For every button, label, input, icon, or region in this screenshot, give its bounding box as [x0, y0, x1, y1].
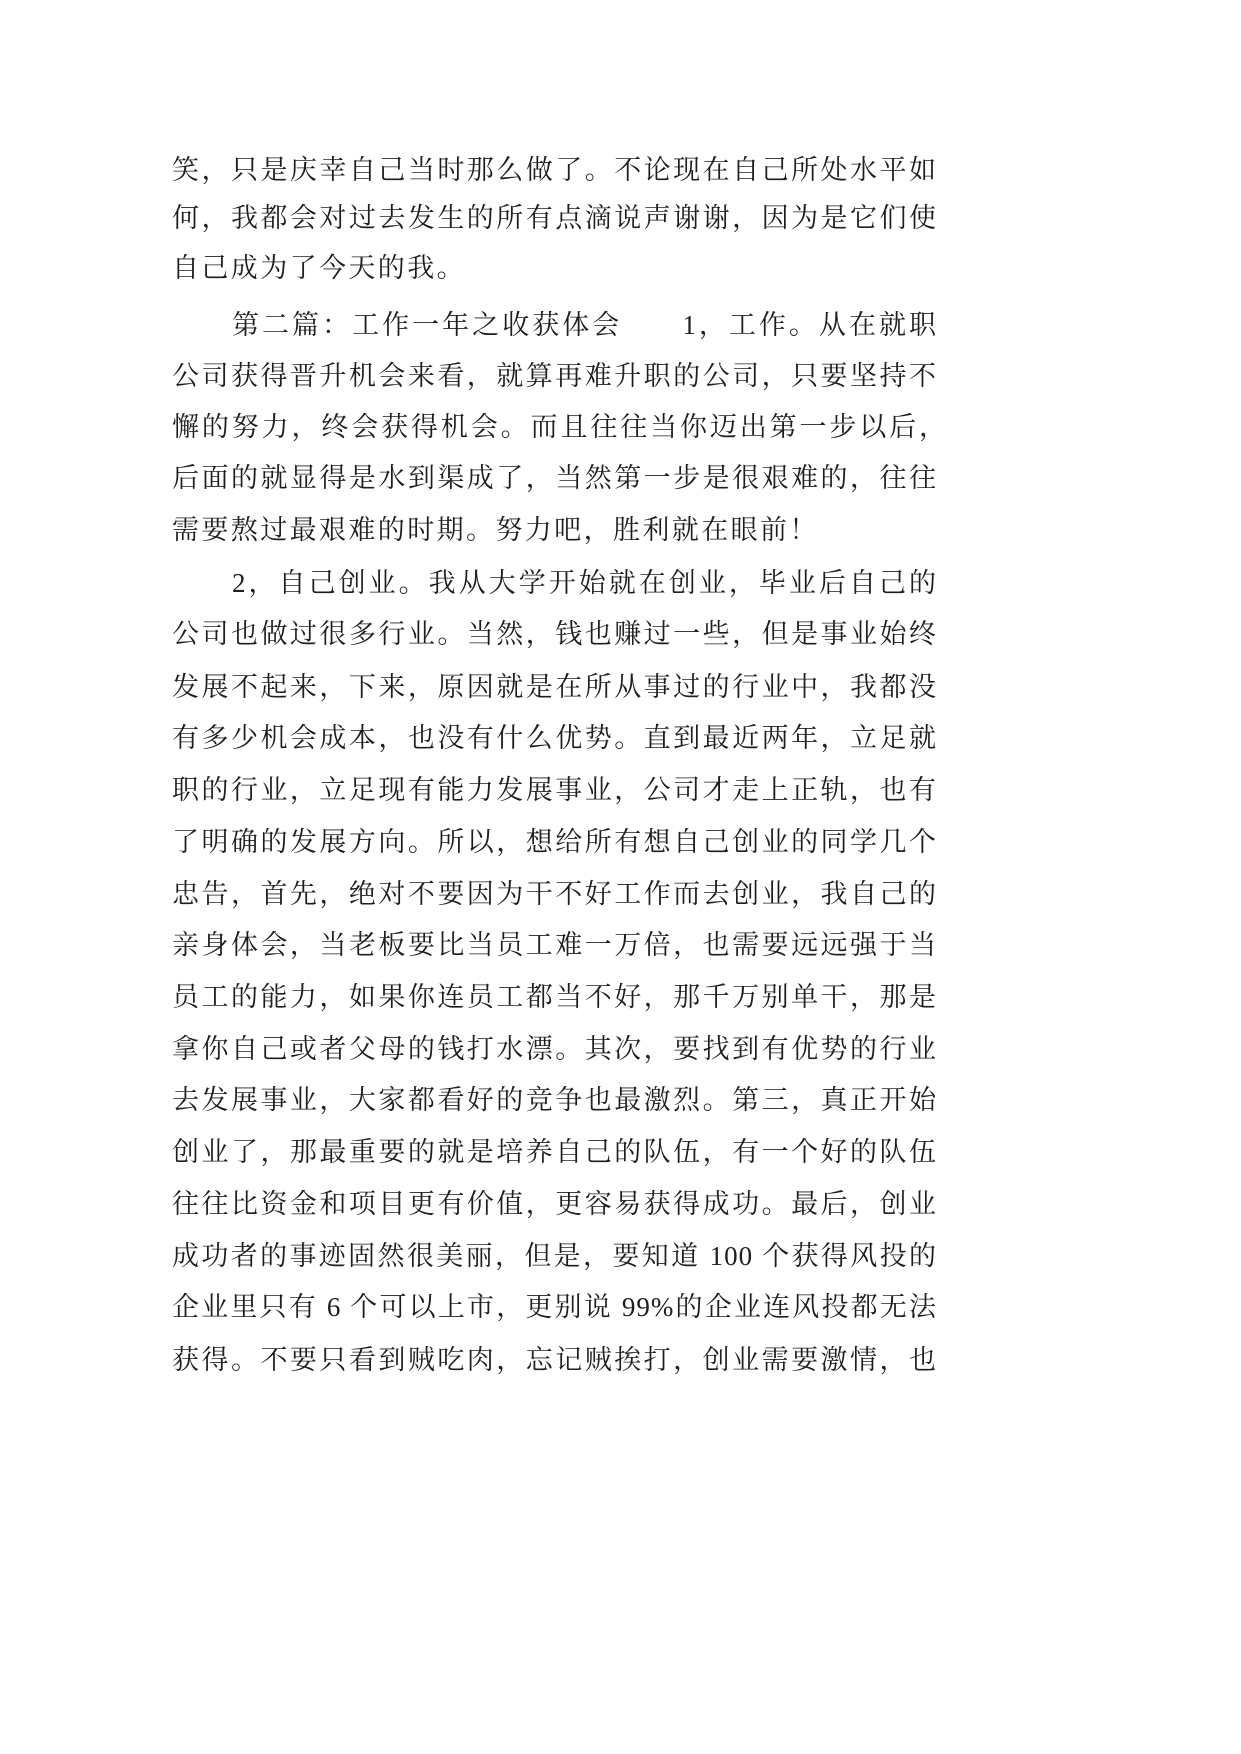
text-line: 懈的努力，终会获得机会。而且往往当你迈出第一步以后， [172, 412, 947, 442]
text-line: 公司获得晋升机会来看，就算再难升职的公司，只要坚持不 [172, 361, 937, 391]
section-heading-line: 第二篇：工作一年之收获体会 1，工作。从在就职 [232, 310, 937, 340]
text-line: 自己成为了今天的我。 [172, 253, 466, 283]
text-line: 拿你自己或者父母的钱打水漂。其次，要找到有优势的行业 [172, 1034, 937, 1064]
text-line: 创业了，那最重要的就是培养自己的队伍，有一个好的队伍 [172, 1137, 937, 1167]
text-line: 成功者的事迹固然很美丽，但是，要知道 100 个获得风投的 [172, 1241, 937, 1271]
text-line: 去发展事业，大家都看好的竞争也最激烈。第三，真正开始 [172, 1085, 937, 1115]
text-line: 企业里只有 6 个可以上市，更别说 99%的企业连风投都无法 [172, 1292, 937, 1322]
text-line: 何，我都会对过去发生的所有点滴说声谢谢，因为是它们使 [172, 203, 937, 233]
text-line: 后面的就显得是水到渠成了，当然第一步是很艰难的，往往 [172, 463, 937, 493]
text-line: 亲身体会，当老板要比当员工难一万倍，也需要远远强于当 [172, 930, 937, 960]
text-line: 忠告，首先，绝对不要因为干不好工作而去创业，我自己的 [172, 879, 937, 909]
text-line: 往往比资金和项目更有价值，更容易获得成功。最后，创业 [172, 1189, 937, 1219]
text-line: 了明确的发展方向。所以，想给所有想自己创业的同学几个 [172, 827, 937, 857]
text-line: 需要熬过最艰难的时期。努力吧，胜利就在眼前！ [172, 515, 819, 545]
text-line: 发展不起来，下来，原因就是在所从事过的行业中，我都没 [172, 672, 937, 702]
text-line: 获得。不要只看到贼吃肉，忘记贼挨打，创业需要激情，也 [172, 1345, 937, 1375]
text-line: 有多少机会成本，也没有什么优势。直到最近两年，立足就 [172, 723, 937, 753]
text-line: 公司也做过很多行业。当然，钱也赚过一些，但是事业始终 [172, 619, 937, 649]
text-line: 笑，只是庆幸自己当时那么做了。不论现在自己所处水平如 [172, 155, 937, 185]
text-line: 职的行业，立足现有能力发展事业，公司才走上正轨，也有 [172, 775, 937, 805]
text-line: 员工的能力，如果你连员工都当不好，那千万别单干，那是 [172, 982, 937, 1012]
text-line: 2，自己创业。我从大学开始就在创业，毕业后自己的 [232, 568, 937, 598]
